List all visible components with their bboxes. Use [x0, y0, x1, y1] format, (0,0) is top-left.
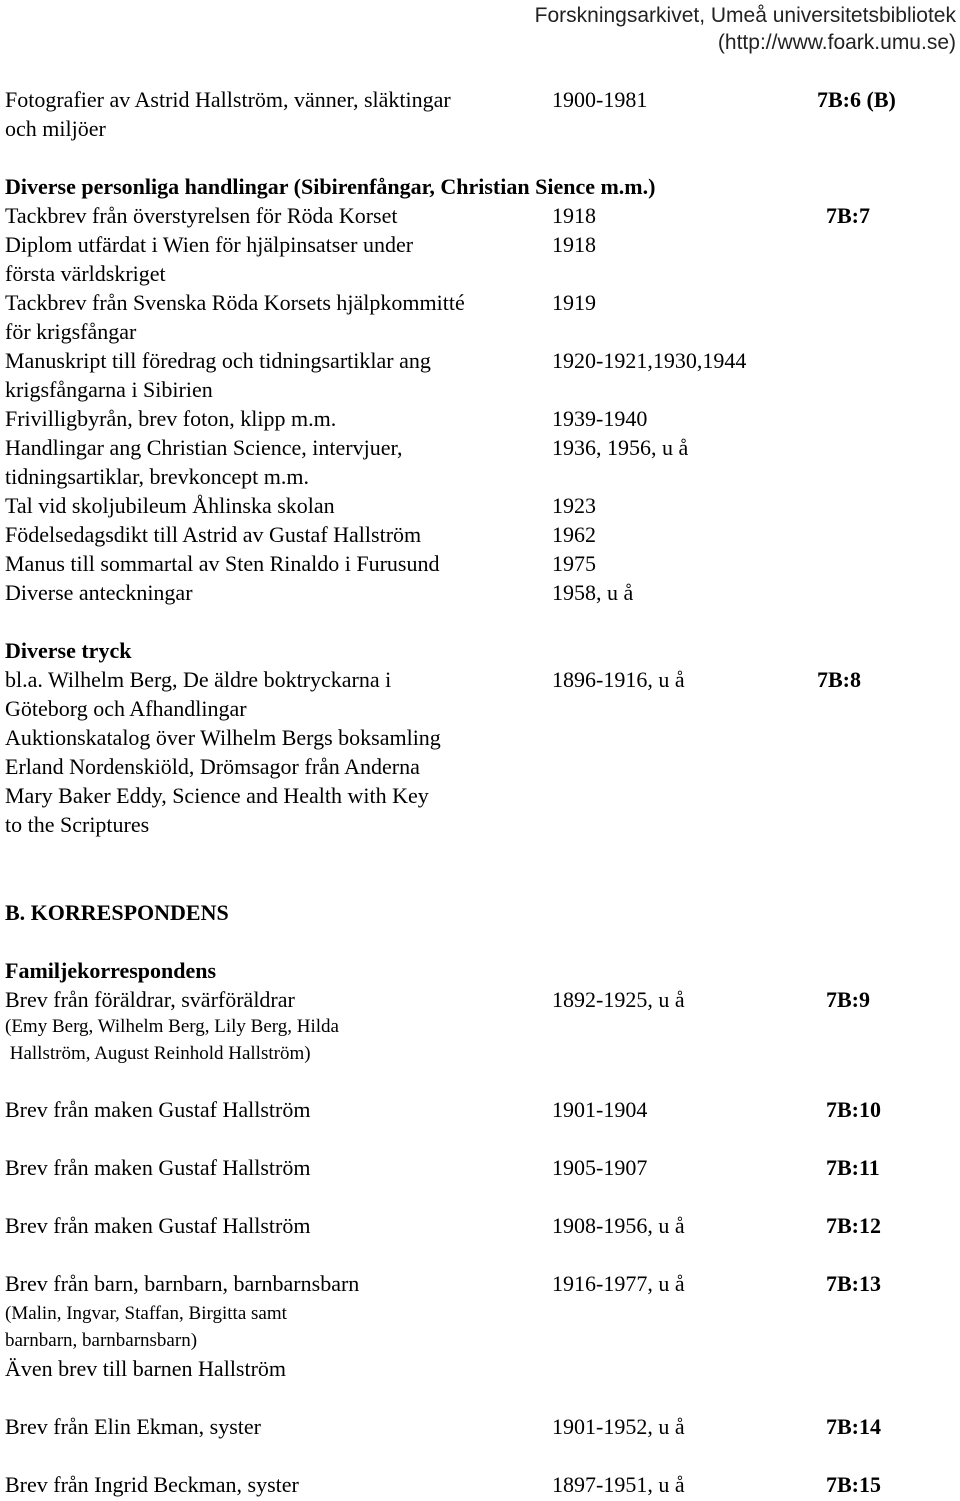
letter-item-years: 1905-1907 [552, 1155, 648, 1180]
letter-item-years: 1892-1925, u å [552, 987, 685, 1012]
letter-item-text: Brev från maken Gustaf Hallström [5, 1097, 311, 1122]
letter-item-note: Även brev till barnen Hallström [5, 1356, 287, 1381]
letter-item-years: 1916-1977, u å [552, 1271, 685, 1296]
letter-item-code: 7B:13 [826, 1271, 881, 1296]
print-line: Göteborg och Afhandlingar [5, 696, 247, 721]
section-heading-correspondence: B. KORRESPONDENS [5, 900, 229, 925]
section-heading-print: Diverse tryck [5, 638, 132, 663]
letter-item-code: 7B:12 [826, 1213, 881, 1238]
print-years: 1896-1916, u å [552, 667, 685, 692]
list-item-text: Handlingar ang Christian Science, intervjuer, [5, 435, 403, 460]
letter-item-code: 7B:10 [826, 1097, 881, 1122]
letter-item-note: barnbarn, barnbarnsbarn) [5, 1330, 198, 1351]
list-item-years: 1920-1921,1930,1944 [552, 348, 747, 373]
subheading-family: Familjekorrespondens [5, 958, 217, 983]
letter-item-years: 1908-1956, u å [552, 1213, 685, 1238]
photos-label-line2: och miljöer [5, 116, 106, 141]
print-line: Erland Nordenskiöld, Drömsagor från Anderna [5, 754, 420, 779]
print-line: Mary Baker Eddy, Science and Health with Key [5, 783, 429, 808]
list-item-text: Manus till sommartal av Sten Rinaldo i Furusund [5, 551, 440, 576]
photos-years: 1900-1981 [552, 87, 648, 112]
print-line: Auktionskatalog över Wilhelm Bergs boksamling [5, 725, 441, 750]
list-item-text: Diverse anteckningar [5, 580, 193, 605]
letter-item-years: 1897-1951, u å [552, 1472, 685, 1497]
list-item-years: 1962 [552, 522, 596, 547]
print-code: 7B:8 [817, 667, 861, 692]
letter-item-text: Brev från barn, barnbarn, barnbarnsbarn [5, 1271, 360, 1296]
list-item-text-cont: för krigsfångar [5, 319, 137, 344]
letter-item-code: 7B:15 [826, 1472, 881, 1497]
list-item-text-cont: krigsfångarna i Sibirien [5, 377, 213, 402]
list-item-text: Manuskript till föredrag och tidningsartiklar ang [5, 348, 431, 373]
letter-item-note: (Malin, Ingvar, Staffan, Birgitta samt [5, 1303, 287, 1324]
list-item-text-cont: första världskriget [5, 261, 166, 286]
letter-item-text: Brev från maken Gustaf Hallström [5, 1213, 311, 1238]
list-item-text-cont: tidningsartiklar, brevkoncept m.m. [5, 464, 309, 489]
letter-item-text: Brev från Elin Ekman, syster [5, 1414, 261, 1439]
list-item-text: Tal vid skoljubileum Åhlinska skolan [5, 493, 335, 518]
letter-item-note: (Emy Berg, Wilhelm Berg, Lily Berg, Hilda [5, 1016, 339, 1037]
list-item-text: Diplom utfärdat i Wien för hjälpinsatser under [5, 232, 414, 257]
letter-item-note: Hallström, August Reinhold Hallström) [5, 1043, 311, 1064]
archive-url[interactable]: (http://www.foark.umu.se) [717, 31, 956, 54]
photos-label-line1: Fotografier av Astrid Hallström, vänner, släktingar [5, 87, 451, 112]
letter-item-text: Brev från föräldrar, svärföräldrar [5, 987, 295, 1012]
archive-name: Forskningsarkivet, Umeå universitetsbibliotek [534, 4, 956, 27]
letter-item-code: 7B:14 [826, 1414, 881, 1439]
list-item-years: 1936, 1956, u å [552, 435, 689, 460]
list-item-text: Tackbrev från överstyrelsen för Röda Korset [5, 203, 398, 228]
letter-item-text: Brev från maken Gustaf Hallström [5, 1155, 311, 1180]
list-item-years: 1918 [552, 232, 596, 257]
list-item-text: Födelsedagsdikt till Astrid av Gustaf Hallström [5, 522, 422, 547]
list-item-years: 1958, u å [552, 580, 634, 605]
letter-item-code: 7B:9 [826, 987, 870, 1012]
list-item-text: Frivilligbyrån, brev foton, klipp m.m. [5, 406, 337, 431]
list-item-code: 7B:7 [826, 203, 870, 228]
list-item-years: 1923 [552, 493, 596, 518]
list-item-years: 1975 [552, 551, 596, 576]
photos-code: 7B:6 (B) [817, 87, 896, 112]
archive-header [396, 2, 956, 56]
letter-item-code: 7B:11 [826, 1155, 880, 1180]
print-line: bl.a. Wilhelm Berg, De äldre boktryckarna i [5, 667, 392, 692]
letter-item-years: 1901-1952, u å [552, 1414, 685, 1439]
list-item-text: Tackbrev från Svenska Röda Korsets hjälpkommitté [5, 290, 465, 315]
list-item-years: 1919 [552, 290, 596, 315]
list-item-years: 1939-1940 [552, 406, 648, 431]
letter-item-years: 1901-1904 [552, 1097, 648, 1122]
list-item-years: 1918 [552, 203, 596, 228]
section-heading-personal: Diverse personliga handlingar (Sibirenfångar, Christian Sience m.m.) [5, 174, 656, 199]
letter-item-text: Brev från Ingrid Beckman, syster [5, 1472, 299, 1497]
print-line: to the Scriptures [5, 812, 150, 837]
